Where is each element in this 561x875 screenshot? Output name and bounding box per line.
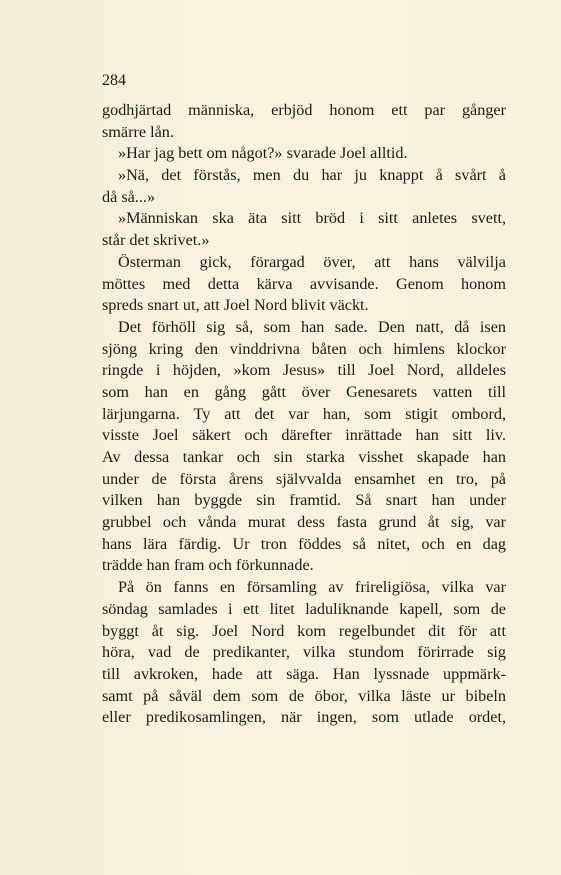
text-line: »Människan ska äta sitt bröd i sitt anletes svett, (118, 209, 506, 228)
text-line: grubbel och vånda murat dess fasta grund åt sig, var (102, 513, 506, 532)
text-line: trädde han fram och förkunnade. (102, 556, 314, 575)
text-line: möttes med detta kärva avvisande. Genom honom (102, 274, 506, 293)
text-line: samt på såväl dem som de öbor, vilka läste ur bibeln (102, 686, 506, 705)
text-line: spreds snart ut, att Joel Nord blivit väckt. (102, 296, 369, 315)
text-line: under de första årens självvalda ensamhet en tro, på (102, 469, 506, 488)
text-line: då så...» (102, 187, 156, 206)
text-line: vilken han byggde sin framtid. Så snart han under (102, 491, 506, 510)
text-line: står det skrivet.» (102, 231, 210, 250)
text-line: visste Joel säkert och därefter inrättade han sitt liv. (102, 426, 506, 445)
text-line: som han en gång gått över Genesarets vatten till (102, 382, 506, 401)
text-line: hans lära färdig. Ur tron föddes så nitet, och en dag (102, 534, 506, 553)
text-line: På ön fanns en församling av frireligiösa, vilka var (118, 578, 506, 597)
body-text (102, 100, 506, 729)
page-number: 284 (102, 72, 126, 89)
text-line: Österman gick, förargad över, att hans välvilja (118, 252, 506, 271)
text-line: Av dessa tankar och sin starka visshet skapade han (102, 448, 506, 466)
text-line: Det förhöll sig så, som han sade. Den natt, då isen (118, 317, 506, 336)
text-line: eller predikosamlingen, när ingen, som utlade ordet, (102, 708, 506, 727)
text-line: godhjärtad människa, erbjöd honom ett par gånger (102, 101, 506, 119)
text-line: höra, vad de predikanter, vilka stundom förirrade sig (102, 643, 506, 662)
text-line: byggt åt sig. Joel Nord kom regelbundet dit för att (102, 621, 506, 640)
text-line: »Har jag bett om något?» svarade Joel alltid. (118, 144, 408, 163)
text-line: sjöng kring den vinddrivna båten och himlens klockor (102, 339, 506, 358)
text-line: söndag samlades i ett litet laduliknande kapell, som de (102, 599, 506, 618)
text-line: smärre lån. (102, 122, 174, 141)
text-line: »Nä, det förstås, men du har ju knappt å svårt å (118, 166, 506, 185)
text-line: ringde i höjden, »kom Jesus» till Joel Nord, alldeles (102, 361, 506, 380)
text-line: till avkroken, hade att säga. Han lyssnade uppmärk- (102, 664, 506, 683)
text-line: lärjungarna. Ty att det var han, som stigit ombord, (102, 404, 506, 423)
